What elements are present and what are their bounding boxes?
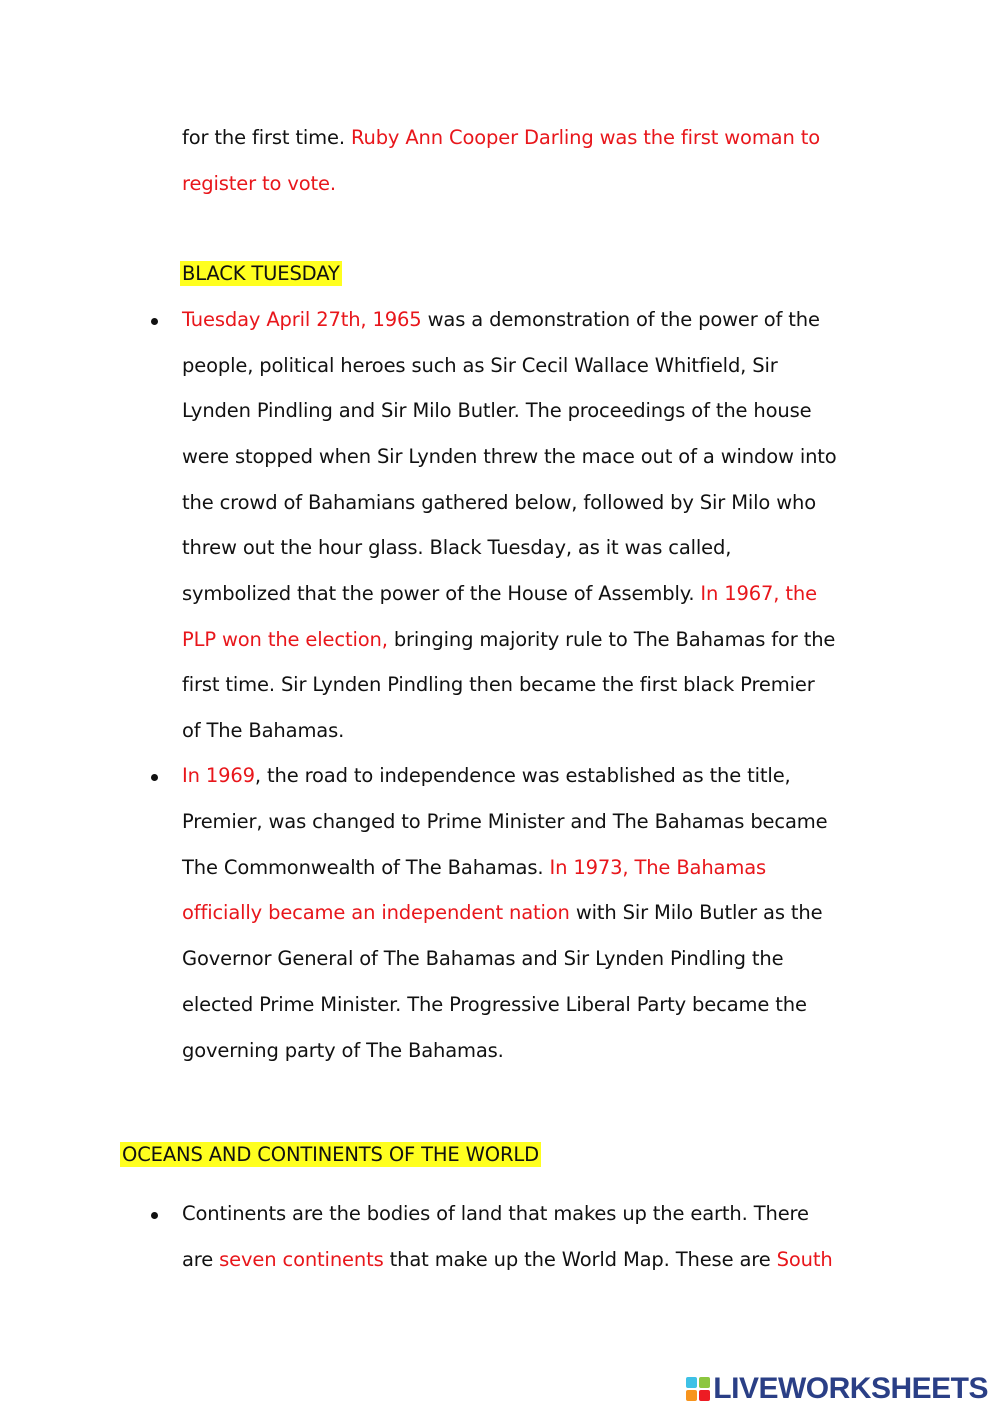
bt-p1-line-2: people, political heroes such as Sir Cecil Wallace Whitfield, Sir [182, 354, 778, 377]
liveworksheets-logo-icon [686, 1377, 710, 1401]
intro-emphasis: Ruby Ann Cooper Darling was the first woman to [350, 126, 821, 149]
text-run: that make up the World Map. These are [383, 1248, 777, 1271]
emphasis-run: PLP won the election, [182, 628, 388, 651]
bt-p2-line-6: elected Prime Minister. The Progressive Liberal Party became the [182, 993, 807, 1016]
bullet-icon [151, 318, 158, 325]
black-tuesday-heading [182, 260, 342, 288]
bt-p1-line-8 [182, 626, 835, 654]
emphasis-run: officially became an independent nation [182, 901, 570, 924]
bt-p1-line-3: Lynden Pindling and Sir Milo Butler. The proceedings of the house [182, 399, 812, 422]
logo-text: LIVEWORKSHEETS [713, 1372, 988, 1405]
emphasis-run: seven continents [219, 1248, 384, 1271]
bullet-icon [151, 1212, 158, 1219]
bt-p2-line-7: governing party of The Bahamas. [182, 1039, 504, 1062]
bt-p2-line-1 [182, 762, 791, 790]
bt-p2-line-3 [182, 854, 766, 882]
bt-p1-line-7 [182, 580, 817, 608]
intro-text: for the first time. [182, 126, 351, 149]
emphasis-run: In 1973, The Bahamas [549, 856, 767, 879]
emphasis-run: South [776, 1248, 833, 1271]
heading-highlight: BLACK TUESDAY [182, 262, 340, 285]
emphasis-run: In 1969 [182, 764, 255, 787]
bt-p2-line-2: Premier, was changed to Prime Minister and The Bahamas became [182, 810, 828, 833]
oceans-heading [122, 1141, 541, 1169]
text-run: was a demonstration of the power of the [421, 308, 820, 331]
text-run: with Sir Milo Butler as the [569, 901, 823, 924]
bt-p2-line-4 [182, 899, 822, 927]
bt-p1-line-9: first time. Sir Lynden Pindling then became the first black Premier [182, 673, 815, 696]
text-run: bringing majority rule to The Bahamas for the [387, 628, 836, 651]
bt-p1-line-10: of The Bahamas. [182, 719, 345, 742]
bt-p1-line-5: the crowd of Bahamians gathered below, followed by Sir Milo who [182, 491, 817, 514]
liveworksheets-logo[interactable] [686, 1372, 988, 1406]
text-run: , the road to independence was established as the title, [254, 764, 791, 787]
bt-p1-line-1 [182, 306, 820, 334]
intro-line-1 [182, 124, 820, 152]
emphasis-run: In 1967, the [700, 582, 817, 605]
text-run: are [182, 1248, 220, 1271]
bt-p1-line-4: were stopped when Sir Lynden threw the mace out of a window into [182, 445, 837, 468]
bt-p2-line-5: Governor General of The Bahamas and Sir Lynden Pindling the [182, 947, 784, 970]
date-emphasis: Tuesday April 27th, 1965 [182, 308, 422, 331]
oceans-p1-line-2 [182, 1246, 833, 1274]
bt-p1-line-6: threw out the hour glass. Black Tuesday, as it was called, [182, 536, 732, 559]
bullet-icon [151, 774, 158, 781]
intro-line-2: register to vote. [182, 172, 336, 195]
oceans-p1-line-1: Continents are the bodies of land that makes up the earth. There [182, 1202, 809, 1225]
text-run: symbolized that the power of the House of Assembly. [182, 582, 701, 605]
text-run: The Commonwealth of The Bahamas. [182, 856, 550, 879]
heading-highlight: OCEANS AND CONTINENTS OF THE WORLD [122, 1143, 539, 1166]
